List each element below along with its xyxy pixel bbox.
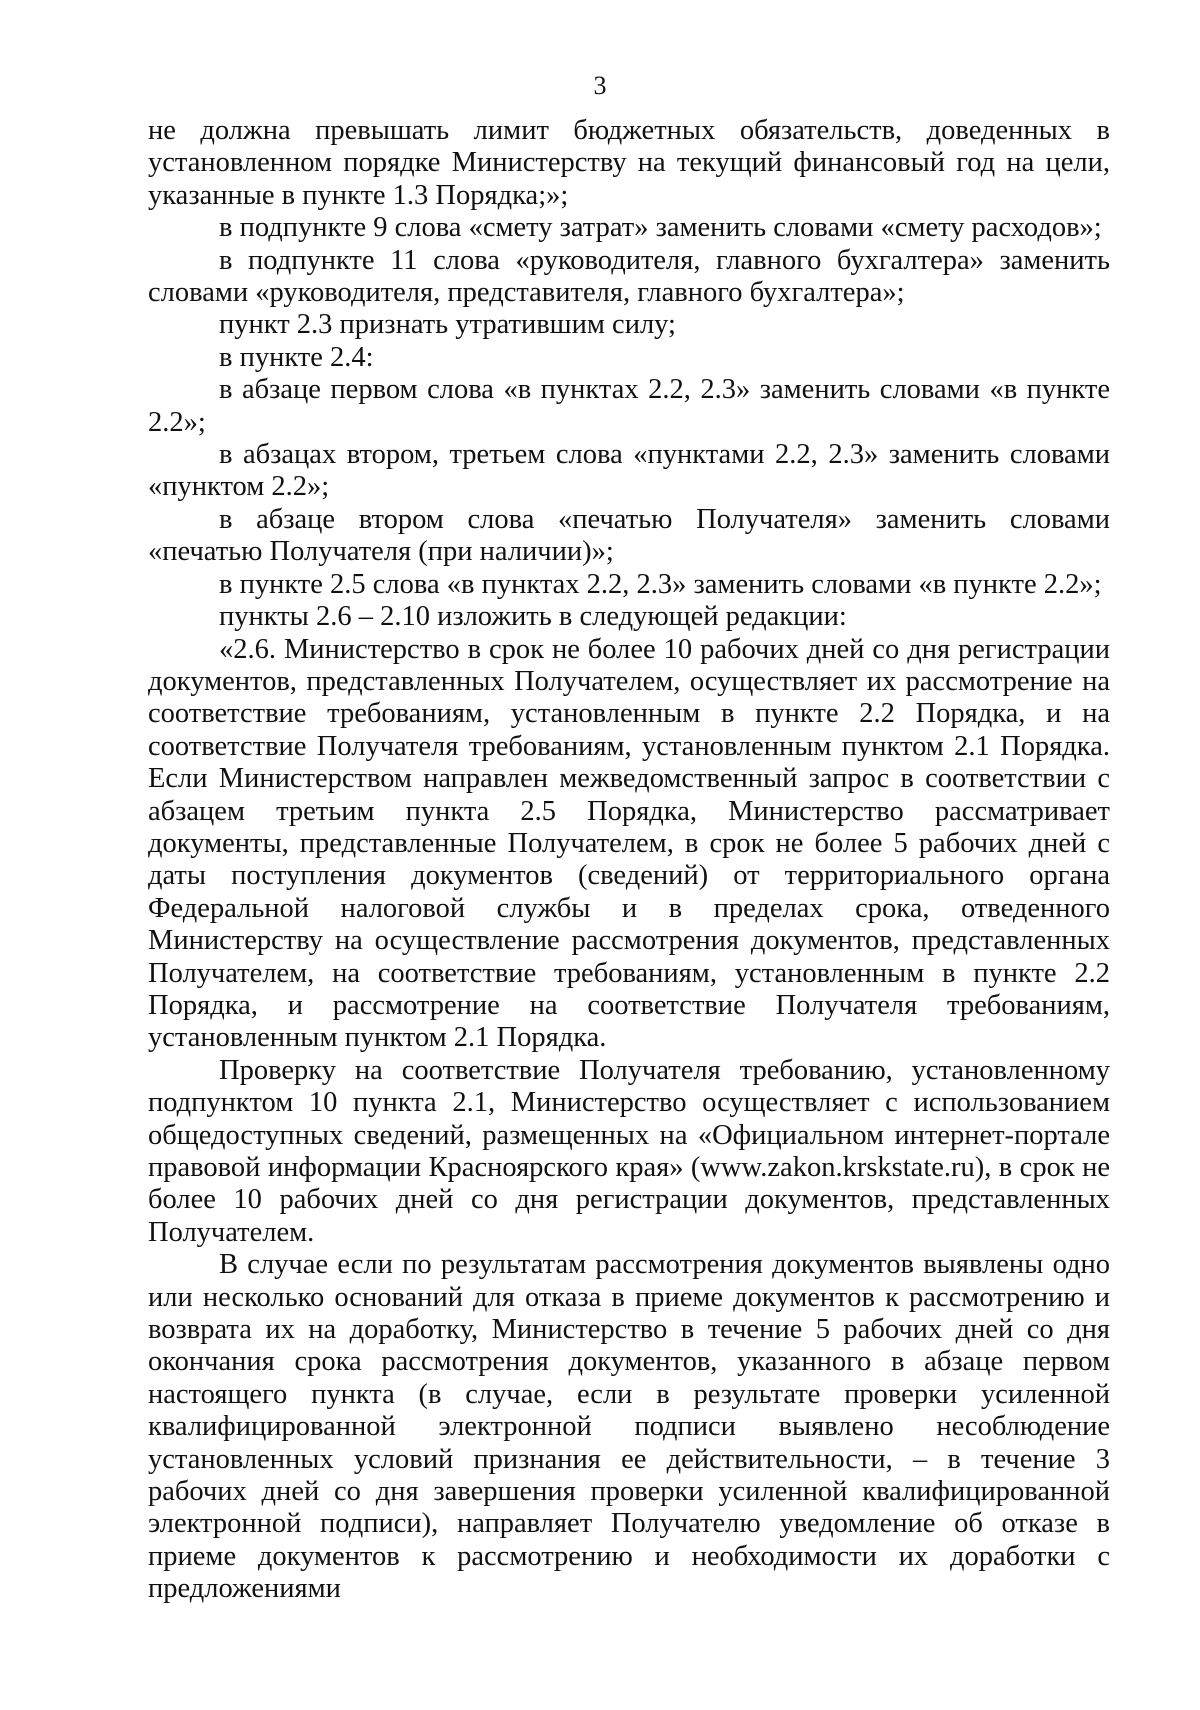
paragraph: В случае если по результатам рассмотрения документов выявлены одно или несколько оснований для отказа в приеме документов к рассмотрению и возврата их на доработку, Министерство в течение 5 рабочих дней со дня окончания срока рассмотрения документов, указанного в абзаце первом настоящего пункта (в случае, если в результате проверки усиленной квалифицированной электронной подписи выявлено несоблюдение установленных условий признания ее действительности, – в течение 3 рабочих дней со дня завершения проверки усиленной квалифицированной электронной подписи), направляет Получателю уведомление об отказе в приеме документов к рассмотрению и необходимости их доработки с предложениями — [148, 1249, 1110, 1605]
paragraph: не должна превышать лимит бюджетных обязательств, доведенных в установленном порядке Министерству на текущий финансовый год на цели, указанные в пункте 1.3 Порядка;»; — [148, 115, 1110, 211]
paragraph: пункты 2.6 – 2.10 изложить в следующей редакции: — [219, 601, 847, 633]
paragraph: в пункте 2.4: — [219, 341, 374, 373]
paragraph: в пункте 2.5 слова «в пунктах 2.2, 2.3» заменить словами «в пункте 2.2»; — [219, 568, 1102, 600]
paragraph: в абзаце втором слова «печатью Получателя» заменить словами «печатью Получателя (при наличии)»; — [148, 503, 1110, 568]
page-number: 3 — [593, 71, 607, 100]
paragraph: в абзаце первом слова «в пунктах 2.2, 2.3» заменить словами «в пункте 2.2»; — [148, 374, 1110, 438]
paragraph: в подпункте 9 слова «смету затрат» заменить словами «смету расходов»; — [219, 212, 1102, 244]
paragraph: в подпункте 11 слова «руководителя, главного бухгалтера» заменить словами «руководителя, представителя, главного бухгалтера»; — [148, 244, 1110, 309]
paragraph: «2.6. Министерство в срок не более 10 рабочих дней со дня регистрации документов, представленных Получателем, осуществляет их рассмотрение на соответствие требованиям, установленным в пункте 2.2 Порядка, и на соответствие Получателя требованиям, установленным пунктом 2.1 Порядка. Если Министерством направлен межведомственный запрос в соответствии с абзацем третьим пункта 2.5 Порядка, Министерство рассматривает документы, представленные Получателем, в срок не более 5 рабочих дней с даты поступления документов (сведений) от территориального органа Федеральной налоговой службы и в пределах срока, отведенного Министерству на осуществление рассмотрения документов, представленных Получателем, на соответствие требованиям, установленным в пункте 2.2 Порядка, и рассмотрение на соответствие Получателя требованиям, установленным пунктом 2.1 Порядка. — [148, 633, 1110, 1054]
paragraph: Проверку на соответствие Получателя требованию, установленному подпунктом 10 пункта 2.1, Министерство осуществляет с использованием общедоступных сведений, размещенных на «Официальном интернет-портале правовой информации Красноярского края» (www.zakon.krskstate.ru), в срок не более 10 рабочих дней со дня регистрации документов, представленных Получателем. — [148, 1054, 1110, 1248]
paragraph: в абзацах втором, третьем слова «пунктами 2.2, 2.3» заменить словами «пунктом 2.2»; — [148, 439, 1110, 503]
paragraph: пункт 2.3 признать утратившим силу; — [219, 309, 676, 341]
document-body — [148, 115, 1110, 1606]
